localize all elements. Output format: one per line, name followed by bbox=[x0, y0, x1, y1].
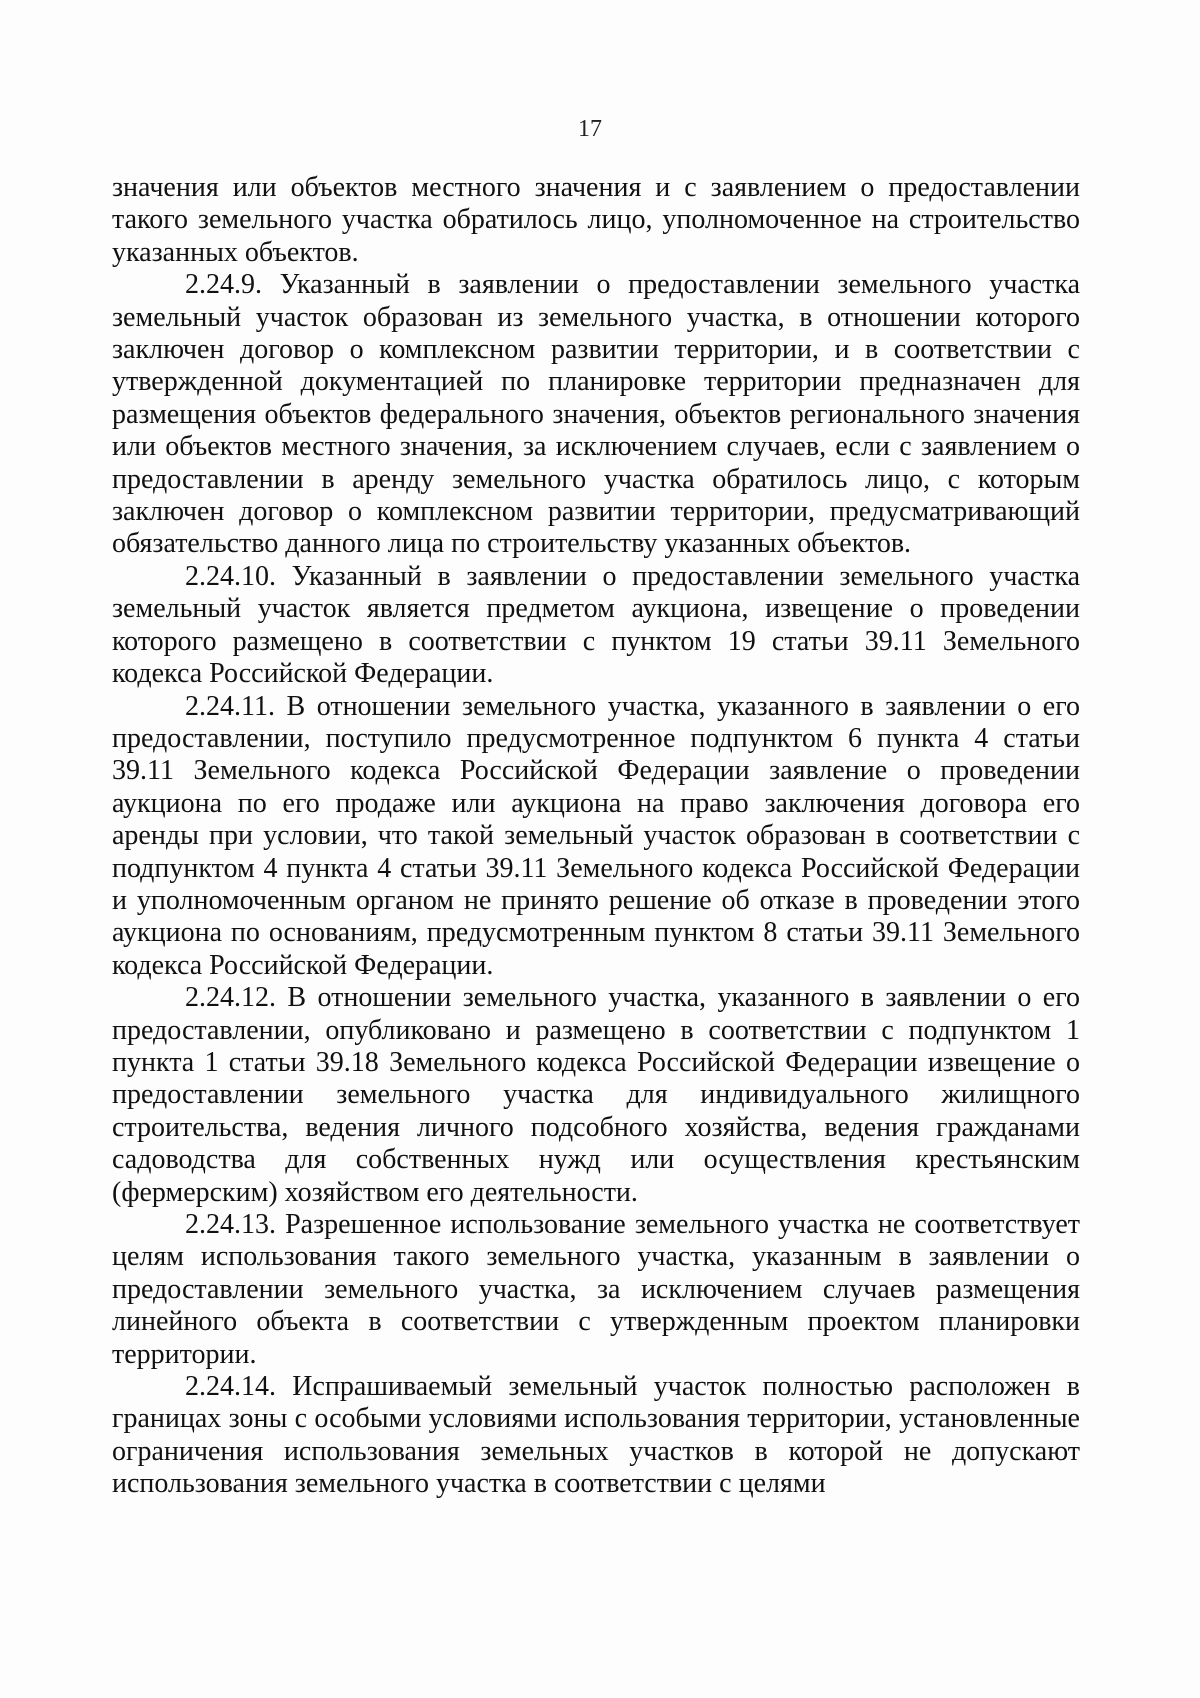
document-body bbox=[112, 172, 1080, 1501]
page-number: 17 bbox=[578, 116, 602, 142]
paragraph-2-24-12: 2.24.12. В отношении земельного участка, указанного в заявлении о его предоставлении, опубликовано и размещено в соответствии с подпунктом 1 пункта 1 статьи 39.18 Земельного кодекса Российской Федерации извещение о предоставлении земельного участка для индивидуального жилищного строительства, ведения личного подсобного хозяйства, ведения гражданами садоводства для собственных нужд или осуществления крестьянским (фермерским) хозяйством его деятельности. bbox=[112, 982, 1080, 1208]
paragraph-2-24-10: 2.24.10. Указанный в заявлении о предоставлении земельного участка земельный участок является предметом аукциона, извещение о проведении которого размещено в соответствии с пунктом 19 статьи 39.11 Земельного кодекса Российской Федерации. bbox=[112, 560, 1080, 690]
paragraph-continuation: значения или объектов местного значения и с заявлением о предоставлении такого земельного участка обратилось лицо, уполномоченное на строительство указанных объектов. bbox=[112, 172, 1080, 268]
paragraph-2-24-13: 2.24.13. Разрешенное использование земельного участка не соответствует целям использования такого земельного участка, указанным в заявлении о предоставлении земельного участка, за исключением случаев размещения линейного объекта в соответствии с утвержденным проектом планировки территории. bbox=[112, 1209, 1080, 1370]
paragraph-2-24-14: 2.24.14. Испрашиваемый земельный участок полностью расположен в границах зоны с особыми условиями использования территории, установленные ограничения использования земельных участков в которой не допускают использования земельного участка в соответствии с целями bbox=[112, 1371, 1080, 1500]
paragraph-2-24-11: 2.24.11. В отношении земельного участка, указанного в заявлении о его предоставлении, поступило предусмотренное подпунктом 6 пункта 4 статьи 39.11 Земельного кодекса Российской Федерации заявление о проведении аукциона по его продаже или аукциона на право заключения договора его аренды при условии, что такой земельный участок образован в соответствии с подпунктом 4 пункта 4 статьи 39.11 Земельного кодекса Российской Федерации и уполномоченным органом не принято решение об отказе в проведении этого аукциона по основаниям, предусмотренным пунктом 8 статьи 39.11 Земельного кодекса Российской Федерации. bbox=[112, 690, 1080, 981]
paragraph-2-24-9: 2.24.9. Указанный в заявлении о предоставлении земельного участка земельный участок образован из земельного участка, в отношении которого заключен договор о комплексном развитии территории, и в соответствии с утвержденной документацией по планировке территории предназначен для размещения объектов федерального значения, объектов регионального значения или объектов местного значения, за исключением случаев, если с заявлением о предоставлении в аренду земельного участка обратилось лицо, с которым заключен договор о комплексном развитии территории, предусматривающий обязательство данного лица по строительству указанных объектов. bbox=[112, 269, 1080, 560]
